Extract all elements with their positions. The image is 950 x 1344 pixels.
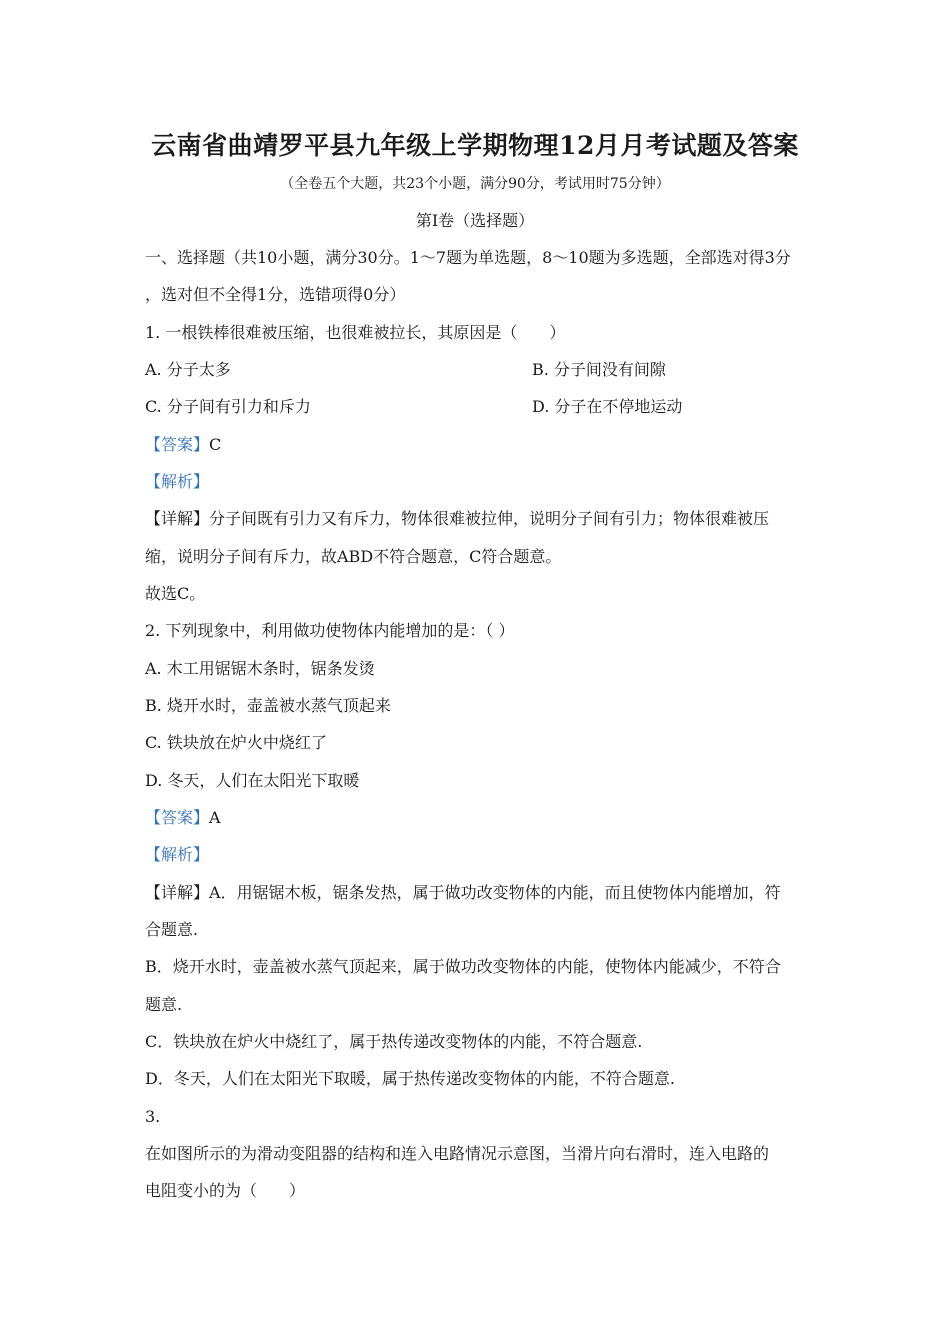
q1-detail-tag: 【详解】 <box>145 509 210 528</box>
q2-detail-line3: B．烧开水时，壶盖被水蒸气顶起来，属于做功改变物体的内能，使物体内能减少，不符合 <box>145 957 781 976</box>
q1-answer-tag: 【答案】 <box>145 435 210 454</box>
q2-detail-line5: C．铁块放在炉火中烧红了，属于热传递改变物体的内能，不符合题意. <box>145 1032 643 1051</box>
q2-option-c: C. 铁块放在炉火中烧红了 <box>145 733 327 752</box>
q1-conclusion: 故选C。 <box>145 584 206 603</box>
q2-detail-text: A．用锯锯木板，锯条发热，属于做功改变物体的内能，而且使物体内能增加，符 <box>209 883 781 902</box>
q1-option-c: C. 分子间有引力和斥力 <box>145 397 311 416</box>
q1-analysis-tag: 【解析】 <box>145 472 210 491</box>
q2-answer-value: A <box>209 808 221 827</box>
volume-heading: 第Ⅰ卷（选择题） <box>415 211 535 230</box>
q2-option-b: B. 烧开水时，壶盖被水蒸气顶起来 <box>145 696 391 715</box>
q1-option-b: B. 分子间没有间隙 <box>532 360 666 379</box>
exam-info: （全卷五个大题，共23个小题，满分90分，考试用时75分钟） <box>280 176 670 192</box>
q2-detail-line4: 题意. <box>145 995 183 1014</box>
q2-detail-row <box>145 883 781 903</box>
q1-analysis-row <box>145 472 209 492</box>
q1-answer-value: C <box>209 435 222 454</box>
section-instructions-line1: 一、选择题（共10小题，满分30分。1～7题为单选题，8～10题为多选题，全部选对得3分 <box>145 248 791 267</box>
q2-analysis-tag: 【解析】 <box>145 845 210 864</box>
q1-answer-row <box>145 435 221 455</box>
q2-answer-row <box>145 808 221 828</box>
q2-detail-tag: 【详解】 <box>145 883 210 902</box>
q3-number: 3. <box>145 1107 161 1126</box>
q1-detail-line2: 缩，说明分子间有斥力，故ABD不符合题意，C符合题意。 <box>145 547 562 566</box>
q2-option-d: D. 冬天，人们在太阳光下取暖 <box>145 771 360 790</box>
q2-answer-tag: 【答案】 <box>145 808 210 827</box>
section-instructions-line2: ，选对但不全得1分，选错项得0分） <box>145 285 406 304</box>
document-title: 云南省曲靖罗平县九年级上学期物理12月月考试题及答案 <box>151 131 799 160</box>
q3-stem-line1: 在如图所示的为滑动变阻器的结构和连入电路情况示意图，当滑片向右滑时，连入电路的 <box>145 1144 770 1163</box>
q2-detail-line2: 合题意. <box>145 920 199 939</box>
q2-analysis-row <box>145 845 209 865</box>
q2-detail-line6: D．冬天，人们在太阳光下取暖，属于热传递改变物体的内能，不符合题意. <box>145 1069 675 1088</box>
q2-stem: 2. 下列现象中，利用做功使物体内能增加的是：（ ） <box>145 621 515 640</box>
q1-option-d: D. 分子在不停地运动 <box>532 397 683 416</box>
q1-stem: 1. 一根铁棒很难被压缩，也很难被拉长，其原因是（ ） <box>145 323 566 342</box>
q3-stem-line2: 电阻变小的为（ ） <box>145 1181 306 1200</box>
q1-detail-text: 分子间既有引力又有斥力，物体很难被拉伸，说明分子间有引力；物体很难被压 <box>209 509 770 528</box>
q1-detail-row <box>145 509 769 529</box>
q1-option-a: A. 分子太多 <box>145 360 231 379</box>
q2-option-a: A. 木工用锯锯木条时，锯条发烫 <box>145 659 375 678</box>
